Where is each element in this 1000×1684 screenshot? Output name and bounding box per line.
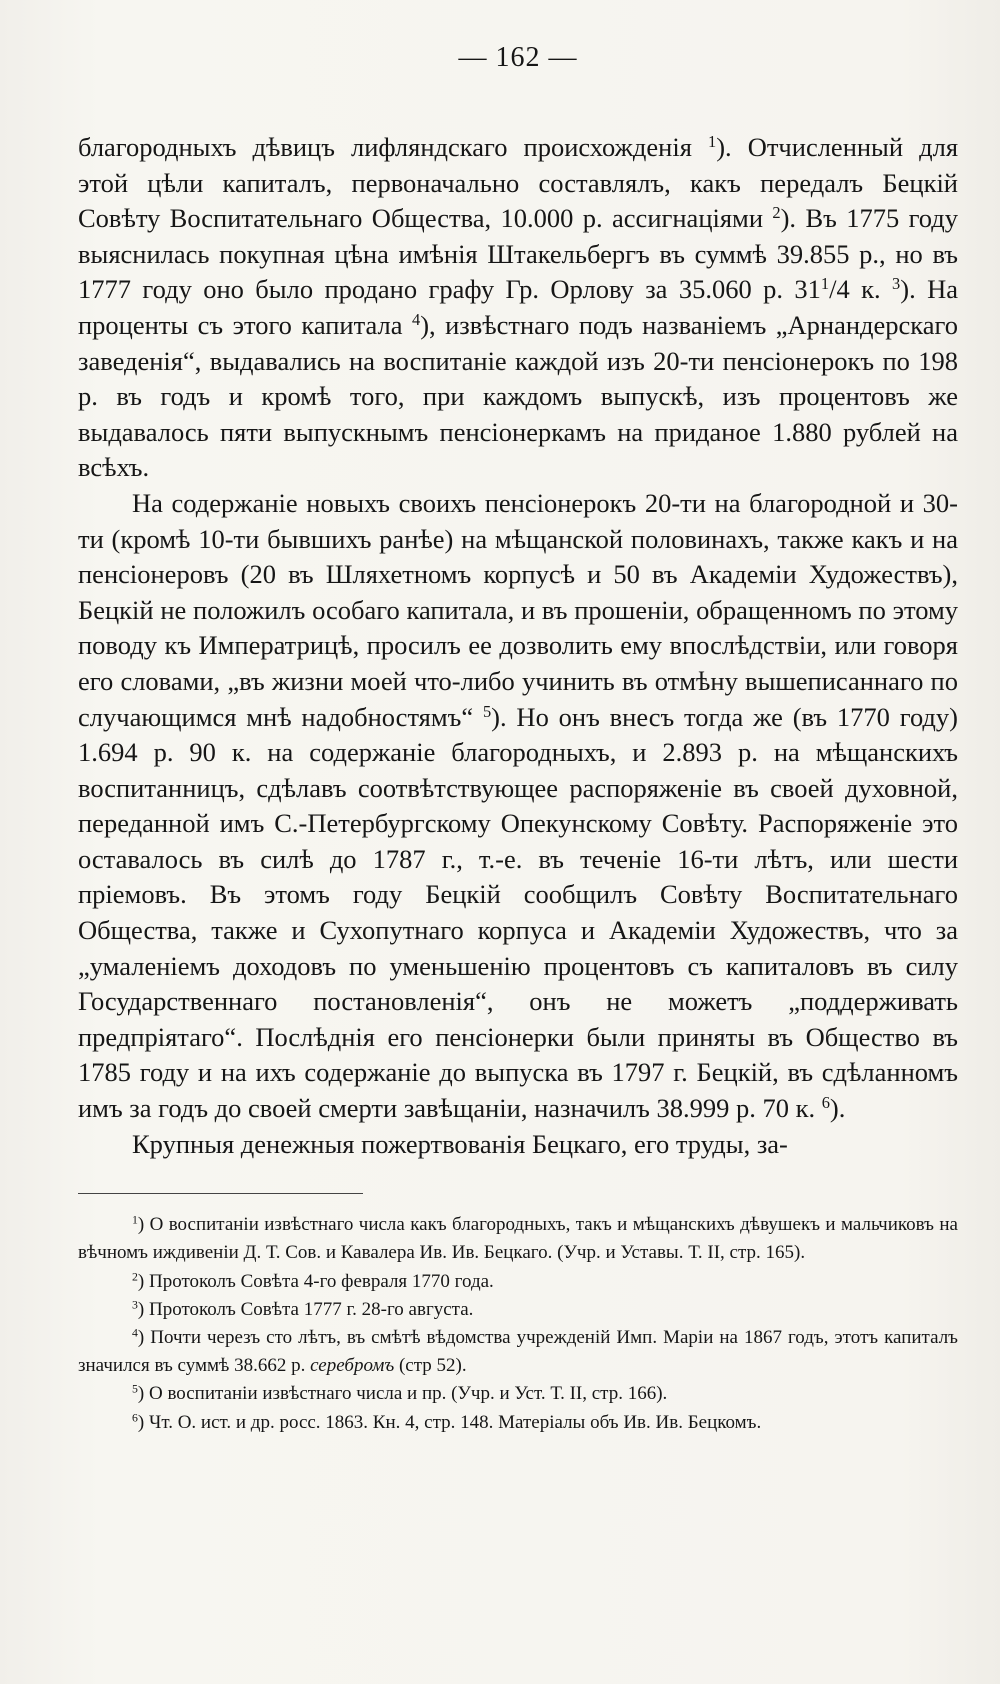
footnote-ref: 3 <box>892 274 901 294</box>
main-text <box>78 130 958 1162</box>
paragraph-3 <box>78 1127 958 1163</box>
text-span: ). Отчисленный для этой цѣли капиталъ, первоначально составлялъ, какъ передалъ Бецкій Совѣту Воспитательнаго Общества, 10.000 р. ассигнаціями <box>78 132 959 234</box>
footnote-text: ) О воспитаніи извѣстнаго числа какъ благородныхъ, такъ и мѣщанскихъ дѣвушекъ и мальчиковъ на вѣчномъ иждивеніи Д. Т. Сов. и Кавалера Ив. Ив. Бецкаго. (Учр. и Уставы. Т. II, стр. 165). <box>78 1214 958 1264</box>
footnote-ref: 2 <box>772 203 781 223</box>
footnote-text: ) Почти черезъ сто лѣтъ, въ смѣтѣ вѣдомства учрежденій Имп. Маріи на 1867 годъ, этотъ капиталъ значился въ суммѣ 38.662 р. <box>78 1327 958 1377</box>
footnote-3 <box>78 1296 958 1324</box>
text-span: /4 к. <box>829 274 893 305</box>
text-span: ). Но онъ внесъ тогда же (въ 1770 году) 1.694 р. 90 к. на содержаніе благородныхъ, и 2.893 р. на мѣщанскихъ воспитанницъ, сдѣлавъ соотвѣтствующее распоряженіе въ своей духовной, переданной имъ С.-Петербургскому Опекунскому Совѣту. Распоряженіе это оставалось въ силѣ до 1787 г., т.-е. въ теченіе 16-ти лѣтъ, или шести пріемовъ. Въ этомъ году Бецкій сообщилъ Совѣту Воспитательнаго Общества, также и Сухопутнаго корпуса и Академіи Художествъ, что за „умаленіемъ доходовъ по уменьшенію процентовъ съ капиталовъ въ силу Государственнаго постановленія“, онъ не можетъ „поддерживать предпріятаго“. Послѣднія его пенсіонерки были приняты въ Общество въ 1785 году и на ихъ содержаніе до выпуска въ 1797 г. Бецкій, въ сдѣланномъ имъ за годъ до своей смерти завѣщаніи, назначилъ 38.999 р. 70 к. <box>78 701 958 1124</box>
footnote-text: (стр 52). <box>394 1355 467 1377</box>
footnote-text: ) О воспитаніи извѣстнаго числа и пр. (Учр. и Уст. Т. II, стр. 166). <box>137 1383 668 1405</box>
footnote-number: 4 <box>132 1326 138 1340</box>
footnote-4 <box>78 1324 958 1380</box>
footnote-number: 1 <box>132 1213 138 1227</box>
footnote-ref: 6 <box>821 1093 830 1112</box>
footnote-text: ) Протоколъ Совѣта 1777 г. 28-го августа. <box>137 1298 474 1320</box>
text-span: ). На проценты съ этого капитала <box>78 274 958 340</box>
footnote-text: ) Чт. О. ист. и др. росс. 1863. Кн. 4, стр. 148. Матеріалы объ Ив. Ив. Бецкомъ. <box>137 1411 762 1433</box>
footnote-italic-text: серебромъ <box>310 1355 395 1377</box>
footnotes <box>78 1211 958 1437</box>
text-span: ), извѣстнаго подъ названіемъ „Арнандерскаго заведенія“, выдавались на воспитаніе каждой изъ 20-ти пенсіонерокъ по 198 р. въ годъ и кромѣ того, при каждомъ выпускѣ, изъ процентовъ же выдавалось пяти выпускнымъ пенсіонеркамъ на приданое 1.880 рублей на всѣхъ. <box>78 309 958 483</box>
paragraph-1 <box>78 130 958 486</box>
footnote-5 <box>78 1380 958 1408</box>
paragraph-2 <box>78 486 958 1127</box>
footnote-number: 2 <box>132 1270 138 1284</box>
text-span: благородныхъ дѣвицъ лифляндскаго происхожденія <box>78 132 708 162</box>
text-span: На содержаніе новыхъ своихъ пенсіонерокъ 20-ти на благородной и 30-ти (кромѣ 10-ти бывшихъ ранѣе) на мѣщанской половинахъ, также какъ и на пенсіонеровъ (20 въ Шляхетномъ корпусѣ и 50 въ Академіи Художествъ), Бецкій не положилъ особаго капитала, и въ прошеніи, обращенномъ по этому поводу къ Императрицѣ, просилъ ее дозволить ему впослѣдствіи, или говоря его словами, „въ жизни моей что-либо учинить въ отмѣну вышеписаннаго по случающимся мнѣ надобностямъ“ <box>78 487 958 732</box>
text-span: ). <box>829 1093 846 1124</box>
footnote-text: ) Протоколъ Совѣта 4-го февраля 1770 года. <box>137 1270 494 1292</box>
footnote-ref: 1 <box>707 131 717 151</box>
footnote-2 <box>78 1268 958 1296</box>
text-span: ). Въ 1775 году выяснилась покупная цѣна имѣнія Штакельбергъ въ суммѣ 39.855 р., но въ 1777 году оно было продано графу Гр. Орлову за 35.060 р. 31 <box>78 203 959 305</box>
text-span: Крупныя денежныя пожертвованія Бецкаго, его труды, за- <box>132 1128 788 1159</box>
footnote-number: 3 <box>132 1298 138 1312</box>
footnote-number: 6 <box>132 1411 138 1425</box>
fraction-numerator: 1 <box>820 274 830 294</box>
footnote-ref: 4 <box>411 309 421 329</box>
page-number: — 162 — <box>458 42 578 73</box>
footnote-number: 5 <box>132 1382 138 1396</box>
footnote-ref: 5 <box>482 701 492 721</box>
footnote-1 <box>78 1211 958 1267</box>
footnote-divider <box>78 1193 363 1194</box>
footnote-6 <box>78 1409 958 1437</box>
